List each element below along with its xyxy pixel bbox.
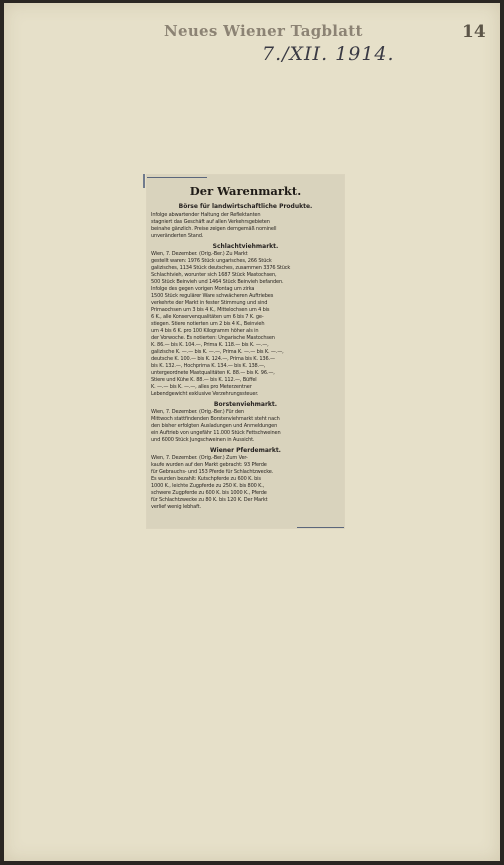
article-line: schwere Zugpferde zu 600 K. bis 1000 K., Pferde: [151, 490, 267, 496]
article-line: 1500 Stück regulärer Ware schwächeren Auftriebes: [151, 293, 274, 299]
article-line: verkehrte der Markt in fester Stimmung und sind: [151, 300, 268, 306]
article-line: Wien, 7. Dezember. (Orig.-Ber.) Für den: [151, 409, 244, 415]
handwritten-date: 7./XII. 1914.: [262, 43, 395, 65]
article-line: um 4 bis 6 K. pro 100 Kilogramm höher als in: [151, 328, 259, 334]
article-line: der Vorwoche. Es notierten: Ungarische Mastochsen: [151, 335, 275, 341]
article-line: stiegen. Stiere notierten um 2 bis 4 K., Beinvieh: [151, 321, 265, 327]
article-line: 500 Stück Beinvieh und 1464 Stück Beinvieh befanden.: [151, 279, 284, 285]
pencil-underline-top: [147, 177, 207, 178]
article-line: und 6000 Stück Jungschweinen in Aussicht.: [151, 437, 255, 443]
article-line: galizische K. —.— bis K. —.—, Prima K. —.— bis K. —.—,: [151, 349, 284, 355]
publication-name: Neues Wiener Tagblatt: [164, 22, 363, 40]
intro-line: beinahe gänzlich. Preise zeigen demgemäß nominell: [151, 226, 277, 232]
intro-line: stagniert das Geschäft auf allen Verkehrsgebieten: [151, 219, 270, 225]
article-line: Stiere und Kühe K. 88.— bis K. 112.—, Büffel: [151, 377, 257, 383]
article-line: K. —.— bis K. —.—, alles pro Meterzentner: [151, 384, 252, 390]
article-line: gestellt waren: 1976 Stück ungarisches, 266 Stück: [151, 258, 272, 264]
archive-sheet: [4, 3, 500, 861]
article-line: Lebendgewicht exklusive Verzehrungssteuer.: [151, 391, 259, 397]
article-line: K. 86.— bis K. 104.—, Prima K. 118.— bis K. —.—,: [151, 342, 269, 348]
article-line: Mittwoch stattfindenden Borstenviehmarkt steht nach: [151, 416, 280, 422]
pencil-underline-bottom: [297, 527, 344, 528]
article-title: Der Warenmarkt.: [189, 184, 302, 198]
section-heading: Schlachtviehmarkt.: [212, 243, 279, 250]
article-line: Infolge des gegen vorigen Montag um zirka: [151, 286, 255, 292]
article-line: 6 K., alle Konservenqualitäten um 6 bis 7 K. ge-: [151, 314, 264, 320]
article-line: Primaochsen um 3 bis 4 K., Mittelochsen um 4 bis: [151, 307, 270, 313]
article-line: 1000 K., leichte Zugpferde zu 250 K. bis 800 K.,: [151, 483, 265, 489]
article-line: Wien, 7. Dezember. (Orig.-Ber.) Zum Ver-: [151, 455, 248, 461]
article-line: bis K. 132.—, Hochprima K. 134.— bis K. 138.—,: [151, 363, 266, 369]
article-line: für Gebrauchs- und 153 Pferde für Schlachtzwecke.: [151, 469, 274, 475]
article-line: kaufe wurden auf den Markt gebracht: 93 Pferde: [151, 462, 267, 468]
article-line: Schlachtvieh, worunter sich 1687 Stück Mastochsen,: [151, 272, 277, 278]
article-line: galizisches, 1134 Stück deutsches, zusammen 3376 Stück: [151, 265, 291, 271]
article-line: verlief wenig lebhaft.: [151, 504, 201, 510]
article-line: untergeordnete Mastqualitäten K. 88.— bis K. 96.—,: [151, 370, 275, 376]
pencil-bracket-left: [143, 174, 145, 188]
article-subtitle: Börse für landwirtschaftliche Produkte.: [178, 203, 313, 210]
newspaper-clipping: [147, 175, 344, 528]
intro-line: Infolge abwartender Haltung der Reflektanten: [151, 212, 261, 218]
article-line: den bisher erfolgten Ausladungen und Anmeldungen: [151, 423, 278, 429]
article-line: ein Auftrieb von ungefähr 11.000 Stück Fettschweinen: [151, 430, 281, 436]
article-line: Wien, 7. Dezember. (Orig.-Ber.) Zu Markt: [151, 251, 248, 257]
article-line: deutsche K. 100.— bis K. 124.—, Prima bis K. 136.—: [151, 356, 275, 362]
article-line: für Schlachtzwecke zu 80 K. bis 120 K. Der Markt: [151, 497, 268, 503]
intro-line: unveränderten Stand.: [151, 233, 204, 239]
section-heading: Borstenviehmarkt.: [213, 401, 278, 408]
article-line: Es wurden bezahlt: Kutschpferde zu 600 K. bis: [151, 476, 261, 482]
page-number: 14: [462, 22, 486, 42]
section-heading: Wiener Pferdemarkt.: [210, 447, 281, 454]
